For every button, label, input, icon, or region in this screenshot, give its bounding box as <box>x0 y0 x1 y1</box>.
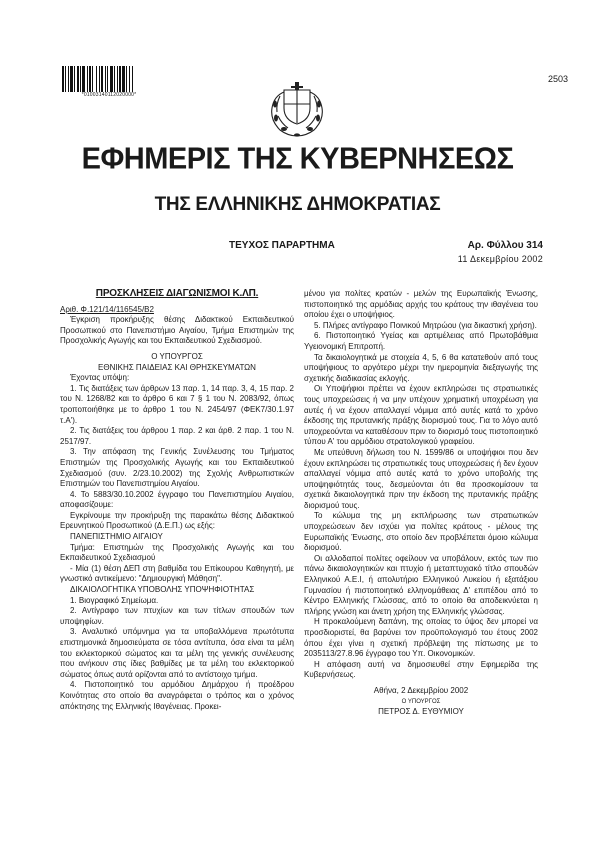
signature-name: ΠΕΤΡΟΣ Δ. ΕΥΘΥΜΙΟΥ <box>378 707 464 717</box>
greek-coat-of-arms-icon <box>264 74 330 140</box>
barcode-number: *01003140112020000* <box>81 92 137 98</box>
paragraph: μένου για πολίτες κρατών - μελών της Ευρωπαϊκής Ένωσης, πιστοποιητικό της αρμόδιας αρχής του κράτους την ιθαγένεια του οποίου έχει ο υποψήφιος. <box>304 289 538 320</box>
document-item: 4. Πιστοποιητικό του αρμόδιου Δημάρχου ή προέδρου Κοινότητας στο οποίο θα αναγράφεται ο τρόπος και ο χρόνος απόκτησης της Ελληνικής Ιθαγένειας. Προκει- <box>60 680 294 711</box>
issue-type: ΤΕΥΧΟΣ ΠΑΡΑΡΤΗΜΑ <box>229 240 335 251</box>
document-item: 2. Αντίγραφο των πτυχίων και των τίτλων σπουδών των υποψηφίων. <box>60 606 294 626</box>
page-number: 2503 <box>547 74 568 84</box>
paragraph: Η προκαλούμενη δαπάνη, της οποίας το ύψος δεν μπορεί να προσδιοριστεί, θα βαρύνει τον προϋπολογισμό του έτους 2002 όπου έχει γίνει η σχετική πρόβλεψη της πίστωσης με το 2035113/27.8.96 έγγραφο του Υπ. Οικονομικών. <box>304 617 538 659</box>
paragraph: Εγκρίνουμε την προκήρυξη της παρακάτω θέσης Διδακτικού Ερευνητικού Προσωπικού (Δ.Ε.Π.) ως εξής: <box>60 510 294 531</box>
paragraph: 2. Τις διατάξεις του άρθρου 1 παρ. 2 και άρθ. 2 παρ. 1 του Ν. 2517/97. <box>60 426 294 446</box>
barcode-icon <box>62 66 156 92</box>
documents-heading: ΔΙΚΑΙΟΛΟΓΗΤΙΚΑ ΥΠΟΒΟΛΗΣ ΥΠΟΨΗΦΙΟΤΗΤΑΣ <box>70 585 255 595</box>
paragraph: 3. Την απόφαση της Γενικής Συνέλευσης του Τμήματος Επιστημών της Προσχολικής Αγωγής και του Εκπαιδευτικού Σχεδιασμού (συν. 2/23.10.2002) της Σχολής Ανθρωπιστικών Επιστημών του Πανεπιστημίου Αιγαίου. <box>60 447 294 489</box>
issue-date: 11 Δεκεμβρίου 2002 <box>457 254 543 264</box>
document-item: 1. Βιογραφικό Σημείωμα. <box>70 595 159 605</box>
decision-subject: Έγκριση προκήρυξης θέσης Διδακτικού Εκπαιδευτικού Προσωπικού στο Πανεπιστήμιο Αιγαίου, Τμήμα Επιστημών της Προσχολικής Αγωγής και του Εκπαιδευτικού Σχεδιασμού. <box>60 315 294 346</box>
decision-reference: Αριθ. Φ.121/14/116545/Β2 <box>60 304 154 314</box>
gazette-subtitle: ΤΗΣ ΕΛΛΗΝΙΚΗΣ ΔΗΜΟΚΡΑΤΙΑΣ <box>154 194 441 215</box>
ministry-heading: ΕΘΝΙΚΗΣ ΠΑΙΔΕΙΑΣ ΚΑΙ ΘΡΗΣΚΕΥΜΑΤΩΝ <box>98 362 256 372</box>
section-title: ΠΡΟΣΚΛΗΣΕΙΣ ΔΙΑΓΩΝΙΣΜΟΙ Κ.ΛΠ. <box>95 288 259 299</box>
university-name: ΠΑΝΕΠΙΣΤΗΜΙΟ ΑΙΓΑΙΟΥ <box>70 532 163 542</box>
signature-role: Ο ΥΠΟΥΡΓΟΣ <box>401 698 441 705</box>
having-in-mind: Έχοντας υπόψη: <box>70 373 130 383</box>
paragraph: 1. Τις διατάξεις των άρθρων 13 παρ. 1, 14 παρ. 3, 4, 15 παρ. 2 του Ν. 1268/82 και το άρθρο 6 και 7 § 1 του Ν. 2083/92, όπως τροποποιήθηκε με το άρθρο 1 του Ν. 2454/97 (ΦΕΚ7/30.1.97 τ.Α'). <box>60 383 294 425</box>
document-item: 6. Πιστοποιητικό Υγείας και αρτιμέλειας από Πρωτοβάθμια Υγειονομική Επιτροπή. <box>304 331 538 351</box>
sheet-number: Αρ. Φύλλου 314 <box>467 240 543 251</box>
paragraph: Η απόφαση αυτή να δημοσιευθεί στην Εφημερίδα της Κυβερνήσεως. <box>304 659 538 680</box>
left-column <box>60 289 294 712</box>
paragraph: 4. Το 5883/30.10.2002 έγγραφο του Πανεπιστημίου Αιγαίου, αποφασίζουμε: <box>60 489 294 510</box>
gazette-title: ΕΦΗΜΕΡΙΣ ΤΗΣ ΚΥΒΕΡΝΗΣΕΩΣ <box>81 142 514 176</box>
right-column <box>304 289 538 718</box>
paragraph: Οι αλλοδαποί πολίτες οφείλουν να υποβάλουν, εκτός των πιο πάνω δικαιολογητικών και πτυχίο ή μεταπτυχιακό τίτλο σπουδών Ελληνικού Α.Ε.Ι, ή απολυτήριο Ελληνικού Λυκείου ή εξατάξιου Γυμνασίου ή πιστοποιητικό ελληνομάθειας Δ' επιπέδου από το Κέντρο Ελληνικής Γλώσσας, από το οποίο θα αποδεικνύεται η πλήρης γνώση και άνετη χρήση της Ελληνικής γλώσσας. <box>304 553 538 616</box>
document-item: 3. Αναλυτικό υπόμνημα για τα υποβαλλόμενα πρωτότυπα επιστημονικά δημοσιεύματα σε τόσα αντίτυπα, όσα είναι τα μέλη του εκλεκτορικού σώματος και τα μέλη της γενικής συνέλευσης που ανήκουν στις ίδιες βαθμίδες με τα μέλη του εκλεκτορικού σώματος όπως αυτά ορίζονται από το αντίστοιχο τμήμα. <box>60 627 294 679</box>
paragraph: Με υπεύθυνη δήλωση του Ν. 1599/86 οι υποψήφιοι που δεν έχουν εκπληρώσει τις στρατιωτικές τους υποχρεώσεις ή δεν έχουν απαλλαγεί νόμιμα από αυτές κατά το χρόνο υποβολής της υποψηφιότητάς τους, δεσμεύονται ότι θα προσκομίσουν τα σχετικά δικαιολογητικά πριν την έκδοση της πρυτανικής πράξης διορισμού τους. <box>304 447 538 510</box>
signature-place-date: Αθήνα, 2 Δεκεμβρίου 2002 <box>373 685 469 695</box>
position: - Μία (1) θέση ΔΕΠ στη βαθμίδα του Επίκουρου Καθηγητή, με γνωστικό αντικείμενο: "Δημιουργική Μάθηση". <box>60 563 294 584</box>
department: Τμήμα: Επιστημών της Προσχολικής Αγωγής και του Εκπαιδευτικού Σχεδιασμού <box>60 542 294 563</box>
document-item: 5. Πλήρες αντίγραφο Ποινικού Μητρώου (για δικαστική χρήση). <box>314 320 537 330</box>
paragraph: Οι Υποψήφιοι πρέπει να έχουν εκπληρώσει τις στρατιωτικές τους υποχρεώσεις ή να μην υπέχουν χρηματική υποχρέωση για αυτές ή να έχουν απαλλαγεί νόμιμα από αυτές κατά το χρόνο έκδοσης της πρυτανικής πράξης διορισμού τους. Για το λόγο αυτό υποχρεούνται να καταθέσουν πριν το διορισμό τους πιστοποιητικό τύπου Α' του αρμόδιου στρατολογικού γραφείου. <box>304 384 538 447</box>
paragraph: Το κώλυμα της μη εκπλήρωσης των στρατιωτικών υποχρεώσεων δεν ισχύει για πολίτες κράτους - μέλους της Ευρωπαϊκής Ένωσης, στο οποίο δεν προβλέπεται όμοιο κώλυμα διορισμού. <box>304 511 538 553</box>
paragraph: Τα δικαιολογητικά με στοιχεία 4, 5, 6 θα κατατεθούν από τους υποψήφιους το αργότερο μέχρι την ημερομηνία διεξαγωγής της σχετικής διαδικασίας εκλογής. <box>304 352 538 383</box>
minister-heading: Ο ΥΠΟΥΡΓΟΣ <box>151 351 203 361</box>
